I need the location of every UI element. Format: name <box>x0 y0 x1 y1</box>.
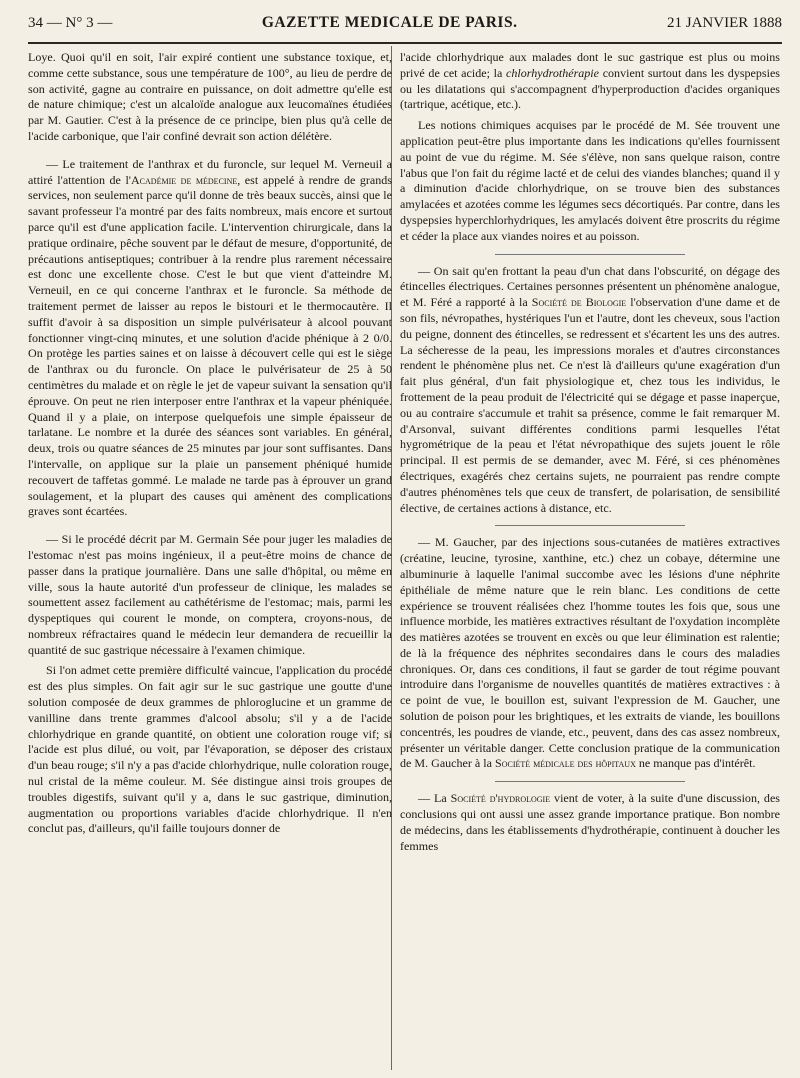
right-column <box>400 50 780 854</box>
journal-title: GAZETTE MEDICALE DE PARIS. <box>261 14 518 31</box>
small-caps-name: Académie de médecine <box>130 172 238 187</box>
paragraph-gaucher: — M. Gaucher, par des injections sous-cutanées de matières extractives (créatine, leucine, tyrosine, xanthine, etc.) chez un cobaye, détermine une albuminurie à laquelle l'animal succombe avec les lésions d'une néphrite épithéliale de même nature que le rein blanc. Les conditions de cette expérience se trouvent réalisées chez l'homme toutes les fois que, sous une influence morbide, les matières extractives résultant de l'oxydation incomplète des matières azotées se trouvent en excès ou que leur élimination est ralentie; de là la fréquence des néphrites secondaires dans le cours des maladies chroniques. Or, dans ces conditions, il faut se garder de tout régime pouvant introduire dans l'organisme de nouvelles quantités de matières extractives : à ce point de vue, le bouillon est, suivant l'expression de M. Gaucher, une solution de poison pour les brightiques, et les extraits de viande, les bouillons concentrés, les poudres de viande, etc., peuvent, dans des cas assez nombreux, présenter un véritable danger. Cette conclusion pratique de la communication de M. Gaucher à la Société médicale des hôpitaux ne manque pas d'intérêt. <box>400 535 780 771</box>
paragraph-regime: Les notions chimiques acquises par le procédé de M. Sée trouvent une application peut-être plus importante dans les indications qu'elles fournissent au point de vue du régime. M. Sée s'élève, non sans quelque raison, contre l'abus que l'on fait du régime lacté et de celui des viandes blanches; quand il y a diminution d'acide chlorhydrique, on se trouve bien des substances amylacées et azotées comme les légumes secs décortiqués. Par contre, dans les dyspepsies hyperchlorhydriques, les amylacés doivent être proscrits du régime et céder la place aux viandes noires et au poisson. <box>400 118 780 243</box>
italic-term: chlorhydrothérapie <box>505 65 600 80</box>
small-caps-name: Société d'hydrologie <box>450 791 551 806</box>
issue-date: 21 JANVIER 1888 <box>667 15 782 31</box>
small-caps-name: Société médicale des hôpitaux <box>495 756 636 771</box>
paragraph-chlorhydrotherapie: l'acide chlorhydrique aux malades dont le suc gastrique est plus ou moins privé de cet acide; la chlorhydrothérapie convient surtout dans les dyspepsies ou les dilatations qui s'accompagnent d'hyperproduction d'acides organiques (tartrique, acétique, etc.). <box>400 50 780 112</box>
section-separator <box>495 781 685 782</box>
page-number: 34 — N° 3 — <box>28 15 113 31</box>
paragraph-anthrax: — Le traitement de l'anthrax et du furoncle, sur lequel M. Verneuil a attiré l'attention de l'Académie de médecine, est appelé à rendre de grands services, non seulement parce qu'il donne de très beaux succès, ainsi que le savant professeur l'a montré par des faits nombreux, mais encore et surtout parce qu'il est d'une application facile. L'intervention chirurgicale, dans la pratique ordinaire, pêche souvent par le défaut de mesure, d'opportunité, de précautions antiseptiques; contribuer à la rendre plus rarement nécessaire est donc une excellente chose. C'est le but que vient d'atteindre M. Verneuil, en ce qui concerne l'anthrax et le furoncle. Sa méthode de traitement permet de laisser au repos le bistouri et le thermocautère. Il suffit d'avoir à sa disposition un simple pulvérisateur à alcool pouvant fonctionner vingt-cinq minutes, et une solution d'acide phénique à 2 0/0. On protège les parties saines et on laisse à découvert celle qui est le siège de l'anthrax ou du furoncle. On place le pulvérisateur de 25 à 50 centimètres du malade et on règle le jet de vapeur suivant la sensation qu'il éprouve. On peut ne rien interposer entre l'anthrax et la vapeur phéniquée. Quand il y a plaie, on interpose quelquefois une simple épaisseur de tarlatane. Le nombre et la durée des séances sont variables. En général, deux, trois ou quatre séances de 25 minutes par jour sont suffisantes. Dans l'intervalle, on applique sur la plaie un pansement phéniqué humide recouvert de taffetas gommé. Le malade ne tarde pas à éprouver un grand soulagement, et la plupart des causes qui amènent des complications graves sont écartées. <box>28 156 392 519</box>
paragraph-etincelles: — On sait qu'en frottant la peau d'un chat dans l'obscurité, on dégage des étincelles électriques. Certaines personnes présentent un phénomène analogue, et M. Féré a rapporté à la Société de Biologie l'observation d'une dame et de son fils, névropathes, hystériques l'un et l'autre, dont les cheveux, sous l'action du peigne, donnent des étincelles, se redressent et s'écartent les uns des autres. La sécheresse de la peau, les impressions morales et d'autres circonstances rendent le phénomène plus net. Ce n'est là d'ailleurs qu'une exagération d'un fait plus général, d'un fait physiologique et, chez tous les individus, le frottement de la peau produit de l'électricité qui se dégage et passe inaperçue, ou au contraire s'accumule et trahit sa présence, comme le fait remarquer M. d'Arsonval, suivant différentes conditions parmi lesquelles l'état hygrométrique de la peau et l'état névropathique des sujets jouent le rôle principal. Il est permis de se demander, avec M. Féré, si ces phénomènes électriques, exagérés chez certains sujets, ne pourraient pas rendre compte d'autres phénomènes tels que ceux de transfert, de polarisation, de sensibilité élective, de certaines actions à distance, etc. <box>400 263 780 515</box>
paragraph-hydrologie: — La Société d'hydrologie vient de voter, à la suite d'une discussion, des conclusions qui ont aussi une assez grande importance pratique. Bon nombre de médecins, dans les établissements d'hydrothérapie, continuent à doucher les femmes <box>400 791 780 853</box>
header-rule <box>28 42 782 44</box>
paragraph-estomac: — Si le procédé décrit par M. Germain Sée pour juger les maladies de l'estomac n'est pas moins ingénieux, il a peut-être moins de chance de passer dans la pratique journalière. Dans une salle d'hôpital, ou même en ville, sous la haute autorité d'un professeur de clinique, les malades se soumettent assez facilement au cathétérisme de l'estomac; mais, parmi les dyspeptiques qui courent le monde, on comptera, croyons-nous, de nombreux réfractaires quand le médecin leur demandera de recueillir la quantité de suc gastrique nécessaire à l'examen chimique. <box>28 532 392 657</box>
paragraph-procede: Si l'on admet cette première difficulté vaincue, l'application du procédé est des plus simples. On fait agir sur le suc gastrique une goutte d'une solution composée de deux grammes de phloroglucine et un gramme de vanilline dans trente grammes d'alcool absolu; s'il y a de l'acide chlorhydrique en grande quantité, on obtient une coloration rouge vif; si l'acide est plus dilué, ou voit, par l'évaporation, se déposer des cristaux d'un beau rouge; s'il n'y a pas d'acide chlorhydrique, nulle coloration rouge, nul cristal de la même couleur. M. Sée distingue ainsi trois groupes de troubles digestifs, suivant qu'il y a, dans le suc gastrique, diminution, augmentation ou proportions variables d'acide chlorhydrique. Il n'en conclut pas, d'ailleurs, qu'il faille toujours donner de <box>28 663 392 836</box>
section-separator <box>495 254 685 255</box>
small-caps-name: Société de Biologie <box>531 295 627 310</box>
left-column <box>28 50 392 837</box>
paragraph-air-toxique: Loye. Quoi qu'il en soit, l'air expiré contient une substance toxique, et, comme cette substance, sous une température de 100°, au lieu de perdre de son activité, gagne au contraire en puissance, on doit admettre qu'elle est de nature chimique; c'est un alcaloïde analogue aux leucomaïnes étudiées par M. Gautier. C'est à la présence de ce principe, bien plus qu'à celle de l'acide carbonique, que l'air confiné devrait son action délétère. <box>28 50 392 143</box>
page-header <box>28 14 782 40</box>
section-separator <box>495 525 685 526</box>
